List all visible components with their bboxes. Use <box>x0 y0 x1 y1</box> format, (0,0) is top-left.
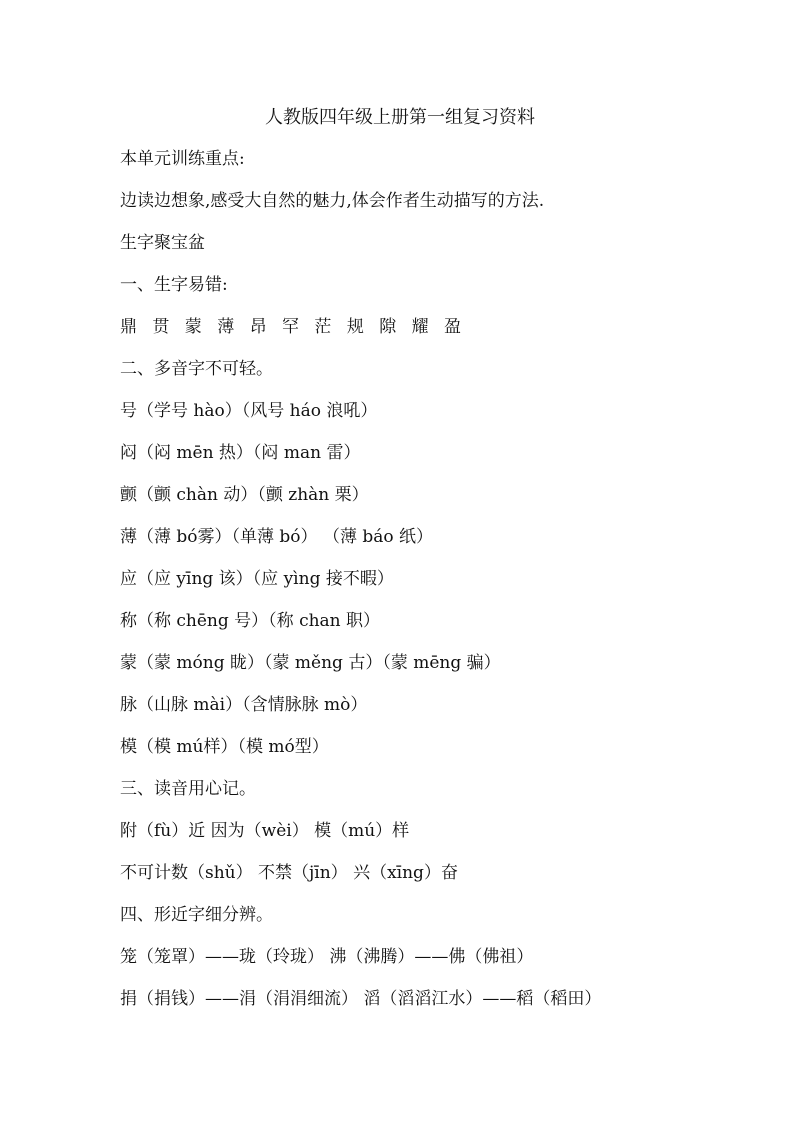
subsection-heading-polyphones: 二、多音字不可轻。 <box>120 359 273 379</box>
similar-characters-line-1: 笼（笼罩）——珑（玲珑） 沸（沸腾）——佛（佛祖） <box>120 947 534 967</box>
polyphone-line-ying: 应（应 yīng 该）（应 yìng 接不暇） <box>120 569 394 589</box>
polyphone-line-cheng: 称（称 chēng 号）（称 chan 职） <box>120 611 381 631</box>
pronunciation-line-1: 附（fù）近 因为（wèi） 模（mú）样 <box>120 821 410 841</box>
subsection-heading-error-prone: 一、生字易错: <box>120 275 228 295</box>
subsection-heading-pronunciation: 三、读音用心记。 <box>120 779 256 799</box>
focus-description: 边读边想象,感受大自然的魅力,体会作者生动描写的方法. <box>120 191 545 211</box>
polyphone-line-meng: 蒙（蒙 móng 眬）（蒙 měng 古）（蒙 mēng 骗） <box>120 653 501 673</box>
error-prone-characters: 鼎 贯 蒙 薄 昂 罕 茫 规 隙 耀 盈 <box>120 317 467 337</box>
section-heading-characters: 生字聚宝盆 <box>120 233 205 253</box>
polyphone-line-bo: 薄（薄 bó雾）（单薄 bó） （薄 báo 纸） <box>120 527 434 547</box>
polyphone-line-chan: 颤（颤 chàn 动）（颤 zhàn 栗） <box>120 485 369 505</box>
pronunciation-line-2: 不可计数（shǔ） 不禁（jīn） 兴（xīng）奋 <box>120 863 458 883</box>
polyphone-line-mu: 模（模 mú样）（模 mó型） <box>120 737 329 757</box>
polyphone-line-mai: 脉（山脉 mài）（含情脉脉 mò） <box>120 695 368 715</box>
subsection-heading-similar-characters: 四、形近字细分辨。 <box>120 905 273 925</box>
polyphone-line-men: 闷（闷 mēn 热）（闷 man 雷） <box>120 443 361 463</box>
section-heading-focus: 本单元训练重点: <box>120 149 245 169</box>
polyphone-line-hao: 号（学号 hào）（风号 háo 浪吼） <box>120 401 378 421</box>
document-title: 人教版四年级上册第一组复习资料 <box>265 107 535 128</box>
similar-characters-line-2: 捐（捐钱）——涓（涓涓细流） 滔（滔滔江水）——稻（稻田） <box>120 989 602 1009</box>
